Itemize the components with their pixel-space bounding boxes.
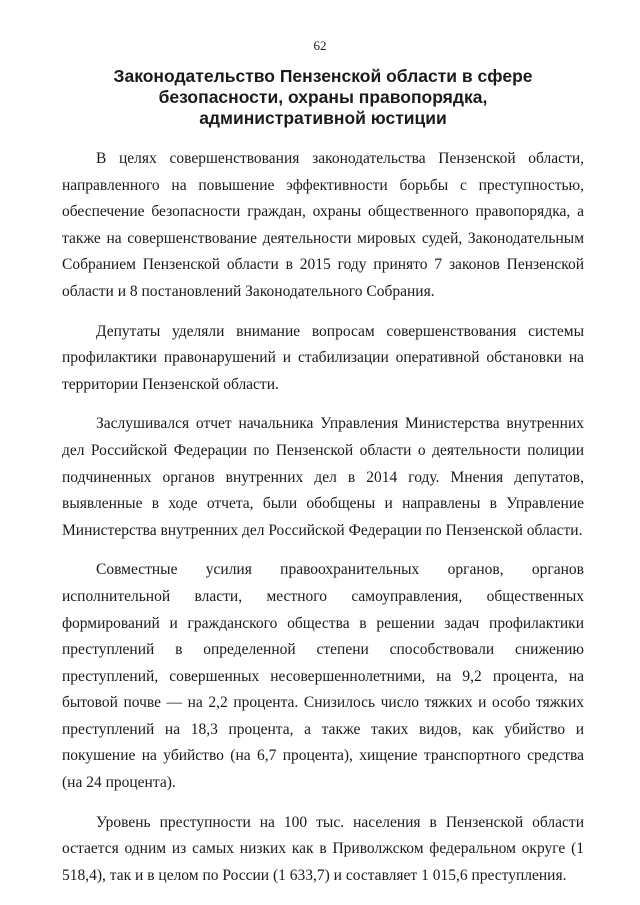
title-line-3: административной юстиции — [199, 108, 447, 128]
document-body — [62, 146, 584, 902]
paragraph-crime-level: Уровень преступности на 100 тыс. населения в Пензенской области остается одним из самых низких как в Приволжском федеральном округе (1 518,4), так и в целом по России (1 633,7) и составляет 1 015,6 преступления. — [62, 813, 584, 884]
paragraph-legislation: В целях совершенствования законодательства Пензенской области, направленного на повышение эффективности борьбы с преступностью, обеспечение безопасности граждан, охраны общественного правопорядка, а также на совершенствование деятельности мировых судей, Законодательным Собранием Пензенской области в 2015 году принято 7 законов Пензенской области и 8 постановлений Законодательного Собрания. — [62, 150, 584, 300]
title-line-1: Законодательство Пензенской области в сфере — [113, 66, 533, 86]
paragraph-police-report: Заслушивался отчет начальника Управления Министерства внутренних дел Российской Федерации по Пензенской области о деятельности полиции подчиненных органов внутренних дел в 2014 году. Мнения депутатов, выявленные в ходе отчета, были обобщены и направлены в Управление Министерства внутренних дел Российской Федерации по Пензенской области. — [62, 415, 584, 539]
paragraph-prevention: Депутаты уделяли внимание вопросам совершенствования системы профилактики правонарушений и стабилизации оперативной обстановки на территории Пензенской области. — [62, 322, 584, 393]
section-title — [62, 66, 584, 129]
page-number: 62 — [313, 38, 327, 53]
paragraph-crime-reduction: Совместные усилия правоохранительных органов, органов исполнительной власти, местного самоуправления, общественных формирований и гражданского общества в решении задач профилактики преступлений в определенной степени способствовали снижению преступлений, совершенных несовершеннолетними, на 9,2 процента, на бытовой почве — на 2,2 процента. Снизилось число тяжких и особо тяжких преступлений на 18,3 процента, а также таких видов, как убийство и покушение на убийство (на 6,7 процента), хищение транспортного средства (на 24 процента). — [62, 561, 584, 792]
title-line-2: безопасности, охраны правопорядка, — [158, 87, 488, 107]
